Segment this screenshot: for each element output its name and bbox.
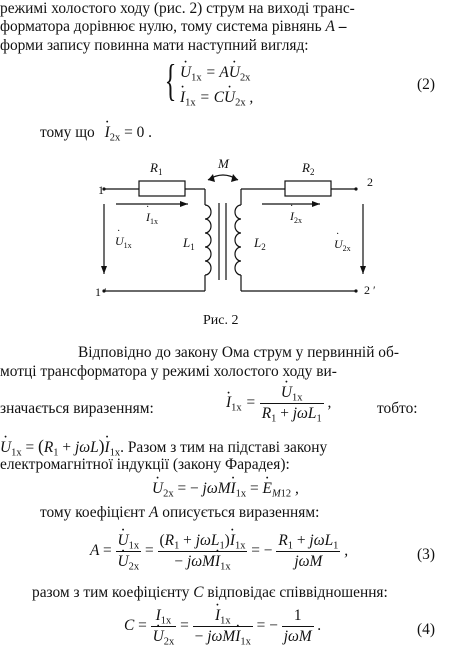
arrowhead <box>360 266 366 274</box>
arrowhead <box>208 174 215 182</box>
text-span: тому що <box>40 124 95 141</box>
label-r1: $R_1$ <box>150 160 163 177</box>
faraday-equation: · $U_{2x}$ = − $j\omega M\cdot I_{1x}$ = · $E_{M12}$ , <box>152 480 299 498</box>
text-span: режимі холостого ходу (рис. 2) струм на виході транс- <box>0 0 355 17</box>
label-u1x: $U_{1x}$ <box>115 234 132 250</box>
paragraph-2-tobto <box>377 400 418 418</box>
equation-2 <box>0 57 449 113</box>
equation-2-number: (2) <box>417 76 435 93</box>
equation-4 <box>0 604 449 652</box>
label-u2x: $U_{2x}$ <box>334 237 351 253</box>
label-m: M <box>218 156 229 171</box>
dot-u1x: · <box>117 226 121 237</box>
label-l2: $L_2$ <box>254 235 266 252</box>
paragraph-1-line-3 <box>0 37 309 55</box>
ohm-law-expression: · $I_{1x}$ = · $\frac{U_{1x}}{R_1 + j\omega L_1}$ , <box>226 384 331 423</box>
arrowhead <box>231 174 238 182</box>
text-span: тому коефіцієнт <box>40 504 146 521</box>
resistor-r1 <box>139 181 185 196</box>
symbol-C: C <box>193 584 204 601</box>
paragraph-2-line-5 <box>0 456 290 474</box>
text-span: відповідає співвідношення: <box>207 584 388 601</box>
equation-4-expression: C = $I_{1x}$ · $U_{2x}$ = · $\frac{I_{1x}}{- j\omega M\cdot I_{1x}}$ = − $\frac{1}{\text{jωM}}$ . <box>124 607 321 646</box>
label-i1x: $I_{1x}$ <box>146 210 158 226</box>
label-i2x: $I_{2x}$ <box>290 209 302 225</box>
symbol-A: A <box>325 18 335 35</box>
text-span: тобто: <box>377 400 418 417</box>
terminal-2-dot <box>354 187 357 190</box>
label-node-1p: 1 ′ <box>95 285 107 299</box>
equation-3 <box>0 528 449 580</box>
equals-zero: = 0 . <box>124 124 153 141</box>
text-span: електромагнітної індукції (закону Фарадея): <box>0 456 290 473</box>
equation-2-row-2: · $I_{1x} = C\cdot U_{2x}$ , <box>180 89 253 107</box>
figure-caption <box>203 313 239 329</box>
equation-4-number: (4) <box>417 621 435 638</box>
dot-i1x: · <box>146 202 150 213</box>
equation-2-row-1: · $U_{1x} = A\cdot U_{2x}$ <box>180 64 250 82</box>
equation-3-expression: A = · $U_{1x}$ · $U_{2x}$ = $\frac{(R_1 + j\omega L_1)\cdot I_{1x}}{- j\omega M\cdot I_{1x}}$ = − $\frac{R_1 + j\omega L_1}{\text{jωM}}$ , <box>90 532 348 571</box>
text-span: Відповідно до закону Ома струм у первинній об- <box>78 344 399 361</box>
inductor-l2 <box>235 205 241 275</box>
text-span: . Разом з тим на підставі закону <box>120 439 328 456</box>
label-r2: $R_2$ <box>302 160 315 177</box>
arrowhead <box>101 266 107 274</box>
text-span: форми запису повинна мати наступний вигляд: <box>0 37 309 54</box>
terminal-2p-dot <box>354 289 357 292</box>
dot-i2x: · <box>290 201 294 212</box>
text-span: разом з тим коефіцієнту <box>32 584 190 601</box>
paragraph-3-line-1 <box>40 504 319 522</box>
label-node-2p: 2 ′ <box>364 283 376 297</box>
dot-u2x: · <box>336 229 340 240</box>
text-span: форматора дорівнює нулю, тому система рівнянь <box>0 18 322 35</box>
text-span: описується виразенням: <box>162 504 320 521</box>
transformer-circuit-diagram <box>0 148 449 308</box>
because-line <box>40 124 152 142</box>
label-l1: $L_1$ <box>183 235 195 252</box>
voltage-expression: · $U_{1x} = (R_1 + j\omega L)\cdot I_{1x}$ <box>0 439 120 456</box>
paragraph-1-line-2 <box>0 18 346 36</box>
paragraph-4-line-1 <box>32 584 388 602</box>
equation-3-number: (3) <box>417 546 435 563</box>
text-span: значається виразенням: <box>0 400 154 417</box>
label-node-2: 2 <box>367 175 373 189</box>
label-node-1: 1 <box>98 183 104 197</box>
paragraph-2-line-1 <box>78 344 399 362</box>
inductor-l1 <box>205 205 211 275</box>
symbol-A: A <box>149 504 159 521</box>
current-2x-zero: · $I_{2x}$ <box>105 124 121 141</box>
text-span: мотці трансформатора у режимі холостого ходу ви- <box>0 363 337 380</box>
arrowhead <box>312 201 320 207</box>
paragraph-2-line-4 <box>0 436 327 457</box>
left-brace: { <box>164 56 177 105</box>
resistor-r2 <box>285 181 331 196</box>
text-dash: – <box>334 18 347 35</box>
arrowhead <box>180 201 188 207</box>
paragraph-1-line-1 <box>0 0 355 18</box>
paragraph-2-line-3 <box>0 400 154 418</box>
text-span: Рис. 2 <box>203 313 239 328</box>
